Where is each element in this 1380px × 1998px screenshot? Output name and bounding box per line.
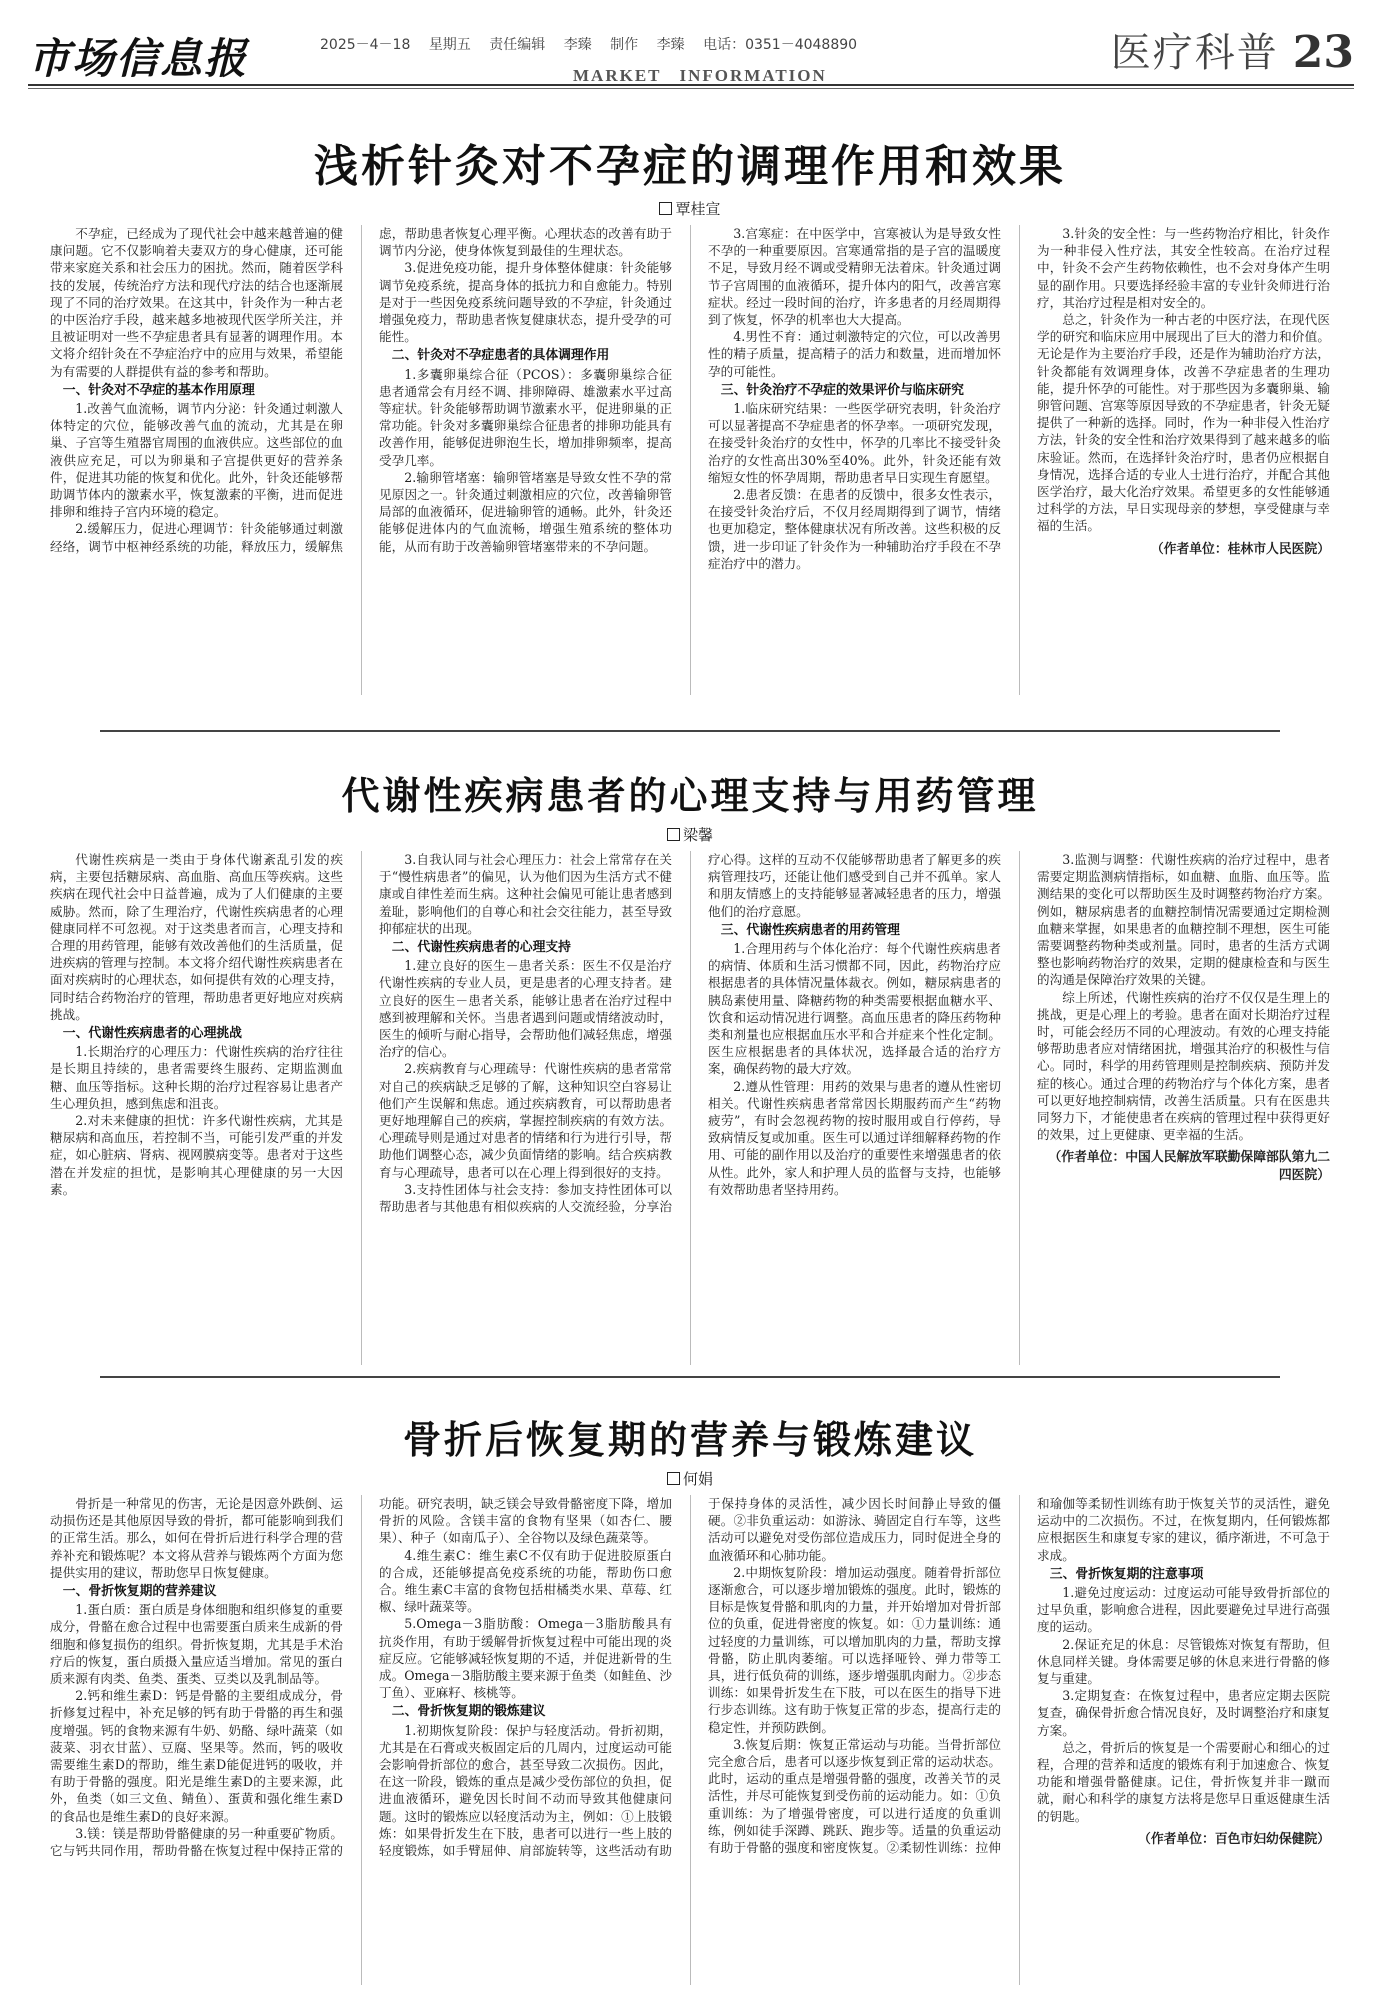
section-heading: 二、代谢性疾病患者的心理支持 — [391, 940, 571, 956]
section-heading: 一、骨折恢复期的营养建议 — [62, 1584, 217, 1600]
paragraph: 2.疾病教育与心理疏导：代谢性疾病的患者常常对自己的疾病缺乏足够的了解，这种知识空白容易让他们产生误解和焦虑。通过疾病教育，可以帮助患者更好地理解自己的疾病，掌握控制疾病的有效方法。心理疏导则是通过对患者的情绪和行为进行引导，帮助他们调整心态，减少负面情绪的影响。结合疾病教育与心理疏导，患者可以在心理上得到很好的支持。 — [379, 1061, 672, 1180]
paragraph: 4.男性不育：通过刺激特定的穴位，可以改善男性的精子质量，提高精子的活力和数量，进而增加怀孕的可能性。 — [708, 329, 1001, 379]
section-header — [1111, 22, 1354, 78]
english-name-word: MARKET — [573, 66, 662, 85]
author-affiliation: （作者单位：百色市妇幼保健院） — [1138, 1831, 1330, 1847]
paragraph: 3.监测与调整：代谢性疾病的治疗过程中，患者需要定期监测病情指标，如血糖、血脂、血压等。监测结果的变化可以帮助医生及时调整药物治疗方案。例如，糖尿病患者的血糖控制情况需要通过定期检测血糖来掌握，如果患者的血糖控制不理想，医生可能需要调整药物种类或剂量。同时，患者的生活方式调整也影响药物治疗的效果，定期的健康检查和与医生的沟通是保障治疗效果的关键。 — [1037, 852, 1330, 988]
byline-box-icon — [667, 1472, 680, 1485]
section-heading: 二、针灸对不孕症患者的具体调理作用 — [391, 348, 610, 364]
paragraph: 2.钙和维生素D：钙是骨骼的主要组成成分，骨折修复过程中，补充足够的钙有助于骨骼的再生和强度增强。钙的食物来源有牛奶、奶酪、绿叶蔬菜（如菠菜、羽衣甘蓝）、豆腐、坚果等。然而，钙的吸收需要维生素D的帮助，维生素D能促进钙的吸收，并有助于骨骼的强度。阳光是维生素D的主要来源，此外，鱼类（如三文鱼、鲭鱼）、蛋黄和强化维生素D的食品也是维生素D的良好来源。 — [50, 1688, 343, 1824]
paragraph: 1.蛋白质：蛋白质是身体细胞和组织修复的重要成分，骨骼在愈合过程中也需要蛋白质来生成新的骨细胞和修复损伤的组织。骨折恢复期，尤其是手术治疗后的恢复，蛋白质摄入量应适当增加。常见的蛋白质来源有肉类、鱼类、蛋类、豆类以及乳制品等。 — [50, 1602, 343, 1687]
english-name-word: INFORMATION — [679, 66, 827, 85]
author-name: 覃桂宣 — [675, 200, 721, 218]
section-heading: 二、骨折恢复期的锻炼建议 — [391, 1704, 546, 1720]
producer-name: 李臻 — [656, 37, 685, 53]
paragraph: 3.定期复查：在恢复过程中，患者应定期去医院复查，确保骨折愈合情况良好，及时调整治疗和康复方案。 — [1037, 1688, 1330, 1738]
byline-box-icon — [659, 202, 672, 215]
article-divider — [100, 730, 1280, 732]
article-body — [50, 851, 1330, 1365]
editor-name: 李臻 — [563, 37, 592, 53]
article-title: 代谢性疾病患者的心理支持与用药管理 — [341, 774, 1039, 818]
issue-date: 2025－4－18 — [320, 37, 411, 53]
paragraph: 1.建立良好的医生－患者关系：医生不仅是治疗代谢性疾病的专业人员，更是患者的心理支持者。建立良好的医生－患者关系，能够让患者在治疗过程中感到被理解和关怀。当患者遇到问题或情绪波动时，医生的倾听与耐心指导，会帮助他们减轻焦虑，增强治疗的信心。 — [379, 958, 672, 1060]
section-heading: 三、骨折恢复期的注意事项 — [1049, 1566, 1204, 1582]
paragraph: 3.自我认同与社会心理压力：社会上常常存在关于“慢性病患者”的偏见，认为他们因为生活方式不健康或自律性差而生病。这种社会偏见可能让患者感到羞耻，影响他们的自尊心和社会交往能力，甚至导致抑郁症状的出现。 — [379, 852, 672, 936]
author-affiliation: （作者单位：中国人民解放军联勤保障部队第九二四医院） — [1048, 1150, 1330, 1183]
paragraph: 1.临床研究结果：一些医学研究表明，针灸治疗可以显著提高不孕症患者的怀孕率。一项研究发现，在接受针灸治疗的女性中，怀孕的几率比不接受针灸治疗的女性高出30%至40%。此外，针灸还能有效缩短女性的怀孕周期，帮助患者早日实现生育愿望。 — [708, 401, 1001, 485]
english-name — [573, 66, 845, 86]
paragraph: 1.长期治疗的心理压力：代谢性疾病的治疗往往是长期且持续的，患者需要终生服药、定期监测血糖、血压等指标。这种长期的治疗过程容易让患者产生心理负担，感到焦虑和沮丧。 — [50, 1044, 343, 1111]
paragraph: 综上所述，代谢性疾病的治疗不仅仅是生理上的挑战，更是心理上的考验。患者在面对长期治疗过程时，可能会经历不同的心理波动。有效的心理支持能够帮助患者应对情绪困扰，增强其治疗的积极性与信心。同时，科学的用药管理则是控制疾病、预防并发症的核心。通过合理的药物治疗与个体化方案，患者可以更好地控制病情，改善生活质量。只有在医患共同努力下，才能使患者在疾病的管理过程中获得更好的效果，过上更健康、更幸福的生活。 — [1037, 989, 1330, 1143]
paragraph: 5.Omega－3脂肪酸：Omega－3脂肪酸具有抗炎作用，有助于缓解骨折恢复过程中可能出现的炎症反应。它能够减轻恢复期的不适，并促进新骨的生成。Omega－3脂肪酸主要来源于鱼类（如鲑鱼、沙丁鱼）、亚麻籽、核桃等。 — [379, 1616, 672, 1701]
paragraph: 2.对未来健康的担忧：许多代谢性疾病，尤其是糖尿病和高血压，若控制不当，可能引发严重的并发症，如心脏病、肾病、视网膜病变等。患者对于这些潜在并发症的担忧，是影响其心理健康的另一大因素。 — [50, 1113, 343, 1197]
paragraph: 2.患者反馈：在患者的反馈中，很多女性表示，在接受针灸治疗后，不仅月经周期得到了调节，情绪也更加稳定，整体健康状况有所改善。这些积极的反馈，进一步印证了针灸作为一种辅助治疗手段在不孕症治疗中的潜力。 — [708, 487, 1001, 571]
article-title: 骨折后恢复期的营养与锻炼建议 — [402, 1418, 977, 1462]
paragraph: 1.合理用药与个体化治疗：每个代谢性疾病患者的病情、体质和生活习惯都不同，因此，药物治疗应根据患者的具体情况量体裁衣。例如，糖尿病患者的胰岛素使用量、降糖药物的种类需要根据血糖水平、饮食和运动情况进行调整。高血压患者的降压药物种类和剂量也应根据血压水平和合并症来个性化定制。医生应根据患者的具体状况，选择最合适的治疗方案，确保药物的最大疗效。 — [708, 941, 1001, 1077]
issue-weekday: 星期五 — [428, 37, 471, 53]
section-heading: 三、针灸治疗不孕症的效果评价与临床研究 — [720, 382, 964, 398]
paragraph: 2.缓解压力，促进心理调节：针灸能够通过刺激经络，调节中枢神经系统的功能，释放压力，缓解焦虑，帮助患者恢复心理平衡。心理状态的改善有助于调节内分泌，使身体恢复到最佳的生理状态。 — [50, 226, 672, 554]
article-acupuncture — [50, 140, 1330, 695]
paragraph: 3.镁：镁是帮助骨骼健康的另一种重要矿物质。它与钙共同作用，帮助骨骼在恢复过程中保持正常的功能。研究表明，缺乏镁会导致骨骼密度下降，增加骨折的风险。含镁丰富的食物有坚果（如杏仁、腰果）、种子（如南瓜子）、全谷物以及绿色蔬菜等。 — [50, 1496, 672, 1859]
byline-box-icon — [667, 828, 680, 841]
paragraph: 2.中期恢复阶段：增加运动强度。随着骨折部位逐渐愈合，可以逐步增加锻炼的强度。此时，锻炼的目标是恢复骨骼和肌肉的力量，并开始增加对骨折部位的负重，促进骨密度的恢复。如：①力量训练：通过轻度的力量训练，可以增加肌肉的力量，帮助支撑骨骼，防止肌肉萎缩。可以选择哑铃、弹力带等工具，进行低负荷的训练，逐步增强肌肉耐力。②步态训练：如果骨折发生在下肢，可以在医生的指导下进行步态训练。这有助于恢复正常的步态，提高行走的稳定性，并预防跌倒。 — [708, 1564, 1001, 1735]
paragraph: 代谢性疾病是一类由于身体代谢紊乱引发的疾病，主要包括糖尿病、高血脂、高血压等疾病。这些疾病在现代社会中日益普遍，成为了人们健康的主要威胁。然而，除了生理治疗，代谢性疾病患者的心理健康同样不可忽视。对于这类患者而言，心理支持和合理的用药管理，能够有效改善他们的生活质量，促进疾病的管理与控制。本文将介绍代谢性疾病患者在面对疾病时的心理状态，如何提供有效的心理支持，同时结合药物治疗的管理，帮助患者更好地应对疾病挑战。 — [50, 852, 343, 1022]
paragraph: 2.输卵管堵塞：输卵管堵塞是导致女性不孕的常见原因之一。针灸通过刺激相应的穴位，改善输卵管局部的血液循环，促进输卵管的通畅。此外，针灸还能够促进体内的气血流畅，增强生殖系统的整体功能，从而有助于改善输卵管堵塞带来的不孕问题。 — [379, 469, 672, 554]
producer-label: 制作 — [610, 37, 639, 53]
article-body — [50, 225, 1330, 695]
author-name: 梁馨 — [682, 826, 713, 844]
paragraph: 总之，骨折后的恢复是一个需要耐心和细心的过程，合理的营养和适度的锻炼有利于加速愈合、恢复功能和增强骨骼健康。记住，骨折恢复并非一蹴而就，耐心和科学的康复方法将是您早日重返健康生活的钥匙。 — [1037, 1739, 1330, 1824]
newspaper-logo: 市场信息报 — [28, 34, 249, 83]
paragraph: 3.宫寒症：在中医学中，宫寒被认为是导致女性不孕的一种重要原因。宫寒通常指的是子宫的温暖度不足，导致月经不调或受精卵无法着床。针灸通过调节子宫周围的血液循环，提升体内的阳气，改善宫寒症状。经过一段时间的治疗，许多患者的月经周期得到了恢复，怀孕的机率也大大提高。 — [708, 226, 1001, 328]
byline — [50, 1468, 1330, 1489]
paragraph: 3.针灸的安全性：与一些药物治疗相比，针灸作为一种非侵入性疗法，其安全性较高。在治疗过程中，针灸不会产生药物依赖性，也不会对身体产生明显的副作用。只要选择经验丰富的专业针灸师进行治疗，其治疗过程是相对安全的。 — [1037, 226, 1330, 310]
article-title: 浅析针灸对不孕症的调理作用和效果 — [314, 141, 1066, 192]
masthead-rule — [28, 84, 1354, 86]
paragraph: 骨折是一种常见的伤害，无论是因意外跌倒、运动损伤还是其他原因导致的骨折，都可能影响到我们的正常生活。那么，如何在骨折后进行科学合理的营养补充和锻炼呢？本文将从营养与锻炼两个方面为您提供实用的建议，帮助您早日恢复健康。 — [50, 1496, 343, 1580]
article-metabolic — [50, 772, 1330, 1365]
phone-number: 电话：0351－4048890 — [703, 37, 858, 53]
paragraph: 1.多囊卵巢综合征（PCOS）：多囊卵巢综合征患者通常会有月经不调、排卵障碍、雄激素水平过高等症状。针灸能够帮助调节激素水平，促进卵巢的正常功能。针灸对多囊卵巢综合征患者的排卵功能具有改善作用，能够促进卵泡生长，增加排卵频率，提高受孕几率。 — [379, 366, 672, 468]
section-label: 医疗科普 — [1110, 30, 1279, 76]
page-number: 23 — [1292, 27, 1354, 78]
paragraph: 3.促进免疫功能，提升身体整体健康：针灸能够调节免疫系统，提高身体的抵抗力和自愈能力。特别是对于一些因免疫系统问题导致的不孕症，针灸通过增强免疫力，帮助患者恢复健康状态，提升受孕的可能性。 — [379, 260, 672, 345]
paragraph: 2.保证充足的休息：尽管锻炼对恢复有帮助，但休息同样关键。身体需要足够的休息来进行骨骼的修复与重建。 — [1037, 1636, 1330, 1687]
paragraph: 1.改善气血流畅，调节内分泌：针灸通过刺激人体特定的穴位，能够改善气血的流动，尤其是在卵巢、子宫等生殖器官周围的血液供应。这些部位的血液供应充足，可以为卵巢和子宫提供更好的营养条件，促进其功能的恢复和优化。此外，针灸还能够帮助调节体内的激素水平，恢复激素的平衡，进而促进排卵和维持子宫内环境的稳定。 — [50, 401, 343, 520]
article-body — [50, 1495, 1330, 1985]
section-heading: 一、针灸对不孕症的基本作用原理 — [62, 382, 255, 398]
section-heading: 一、代谢性疾病患者的心理挑战 — [62, 1026, 242, 1042]
masthead-rule-thin — [28, 88, 1354, 89]
paragraph: 3.恢复后期：恢复正常运动与功能。当骨折部位完全愈合后，患者可以逐步恢复到正常的运动状态。此时，运动的重点是增强骨骼的强度，改善关节的灵活性，并尽可能恢复到受伤前的运动能力。如：①负重训练：为了增强骨密度，可以进行适度的负重训练，例如徒手深蹲、跳跃、跑步等。适量的负重运动有助于骨骼的强度和密度恢复。②柔韧性训练：拉伸和瑜伽等柔韧性训练有助于恢复关节的灵活性，避免运动中的二次损伤。不过，在恢复期内，任何锻炼都应根据医生和康复专家的建议，循序渐进，不可急于求成。 — [708, 1496, 1330, 1856]
section-heading: 三、代谢性疾病患者的用药管理 — [720, 922, 900, 938]
paragraph: 3.支持性团体与社会支持：参加支持性团体可以帮助患者与其他患有相似疾病的人交流经验，分享治疗心得。这样的互动不仅能够帮助患者了解更多的疾病管理技巧，还能让他们感受到自己并不孤单。家人和朋友情感上的支持能够显著减轻患者的压力，增强他们的治疗意愿。 — [379, 852, 1001, 1215]
paragraph: 4.维生素C：维生素C不仅有助于促进胶原蛋白的合成，还能够提高免疫系统的功能，帮助伤口愈合。维生素C丰富的食物包括柑橘类水果、草莓、红椒、绿叶蔬菜等。 — [379, 1547, 672, 1615]
paragraph: 2.遵从性管理：用药的效果与患者的遵从性密切相关。代谢性疾病患者常常因长期服药而产生“药物疲劳”，有时会忽视药物的按时服用或自行停药，导致病情反复或加重。医生可以通过详细解释药物的作用、可能的副作用以及治疗的重要性来增强患者的依从性。此外，家人和护理人员的监督与支持，也能够有效帮助患者坚持用药。 — [708, 1078, 1001, 1197]
editor-label: 责任编辑 — [489, 37, 546, 53]
byline — [50, 824, 1330, 845]
article-fracture — [50, 1416, 1330, 1985]
author-name: 何娟 — [682, 1470, 713, 1488]
paragraph: 1.避免过度运动：过度运动可能导致骨折部位的过早负重，影响愈合进程，因此要避免过早进行高强度的运动。 — [1037, 1585, 1330, 1635]
paragraph: 总之，针灸作为一种古老的中医疗法，在现代医学的研究和临床应用中展现出了巨大的潜力和价值。无论是作为主要治疗手段，还是作为辅助治疗方法，针灸都能有效调理身体，改善不孕症患者的生理功能，提升怀孕的可能性。对于那些因为多囊卵巢、输卵管问题、宫寒等原因导致的不孕症患者，针灸无疑提供了一种新的选择。同时，作为一种非侵入性治疗方法，针灸的安全性和治疗效果得到了越来越多的临床验证。然而，在选择针灸治疗时，患者仍应根据自身情况，选择合适的专业人士进行治疗，并配合其他医学治疗，最大化治疗效果。希望更多的女性能够通过科学的方法，早日实现母亲的梦想，享受健康与幸福的生活。 — [1037, 312, 1330, 534]
article-divider — [100, 1376, 1280, 1378]
paragraph: 不孕症，已经成为了现代社会中越来越普遍的健康问题。它不仅影响着夫妻双方的身心健康，还可能带来家庭关系和社会压力的困扰。然而，随着医学科技的发展，传统治疗方法和现代疗法的结合也逐渐展现了不同的治疗效果。在这其中，针灸作为一种古老的中医治疗手段，越来越多地被现代医学所关注，并且被证明对一些不孕症患者具有显著的调理作用。本文将介绍针灸在不孕症治疗中的应用与效果，希望能为有需要的人群提供有益的参考和帮助。 — [50, 226, 343, 379]
masthead — [28, 22, 1354, 85]
byline — [50, 198, 1330, 219]
issue-info — [320, 34, 867, 54]
paragraph: 1.初期恢复阶段：保护与轻度活动。骨折初期，尤其是在石膏或夹板固定后的几周内，过度运动可能会影响骨折部位的愈合，甚至导致二次损伤。因此，在这一阶段，锻炼的重点是减少受伤部位的负担，促进血液循环，避免因长时间不动而导致其他健康问题。这时的锻炼应以轻度活动为主，例如：①上肢锻炼：如果骨折发生在下肢，患者可以进行一些上肢的轻度锻炼，如手臂屈伸、肩部旋转等，这些活动有助于保持身体的灵活性，减少因长时间静止导致的僵硬。②非负重运动：如游泳、骑固定自行车等，这些活动可以避免对受伤部位造成压力，同时促进全身的血液循环和心肺功能。 — [379, 1496, 1001, 1859]
author-affiliation: （作者单位：桂林市人民医院） — [1150, 541, 1330, 557]
